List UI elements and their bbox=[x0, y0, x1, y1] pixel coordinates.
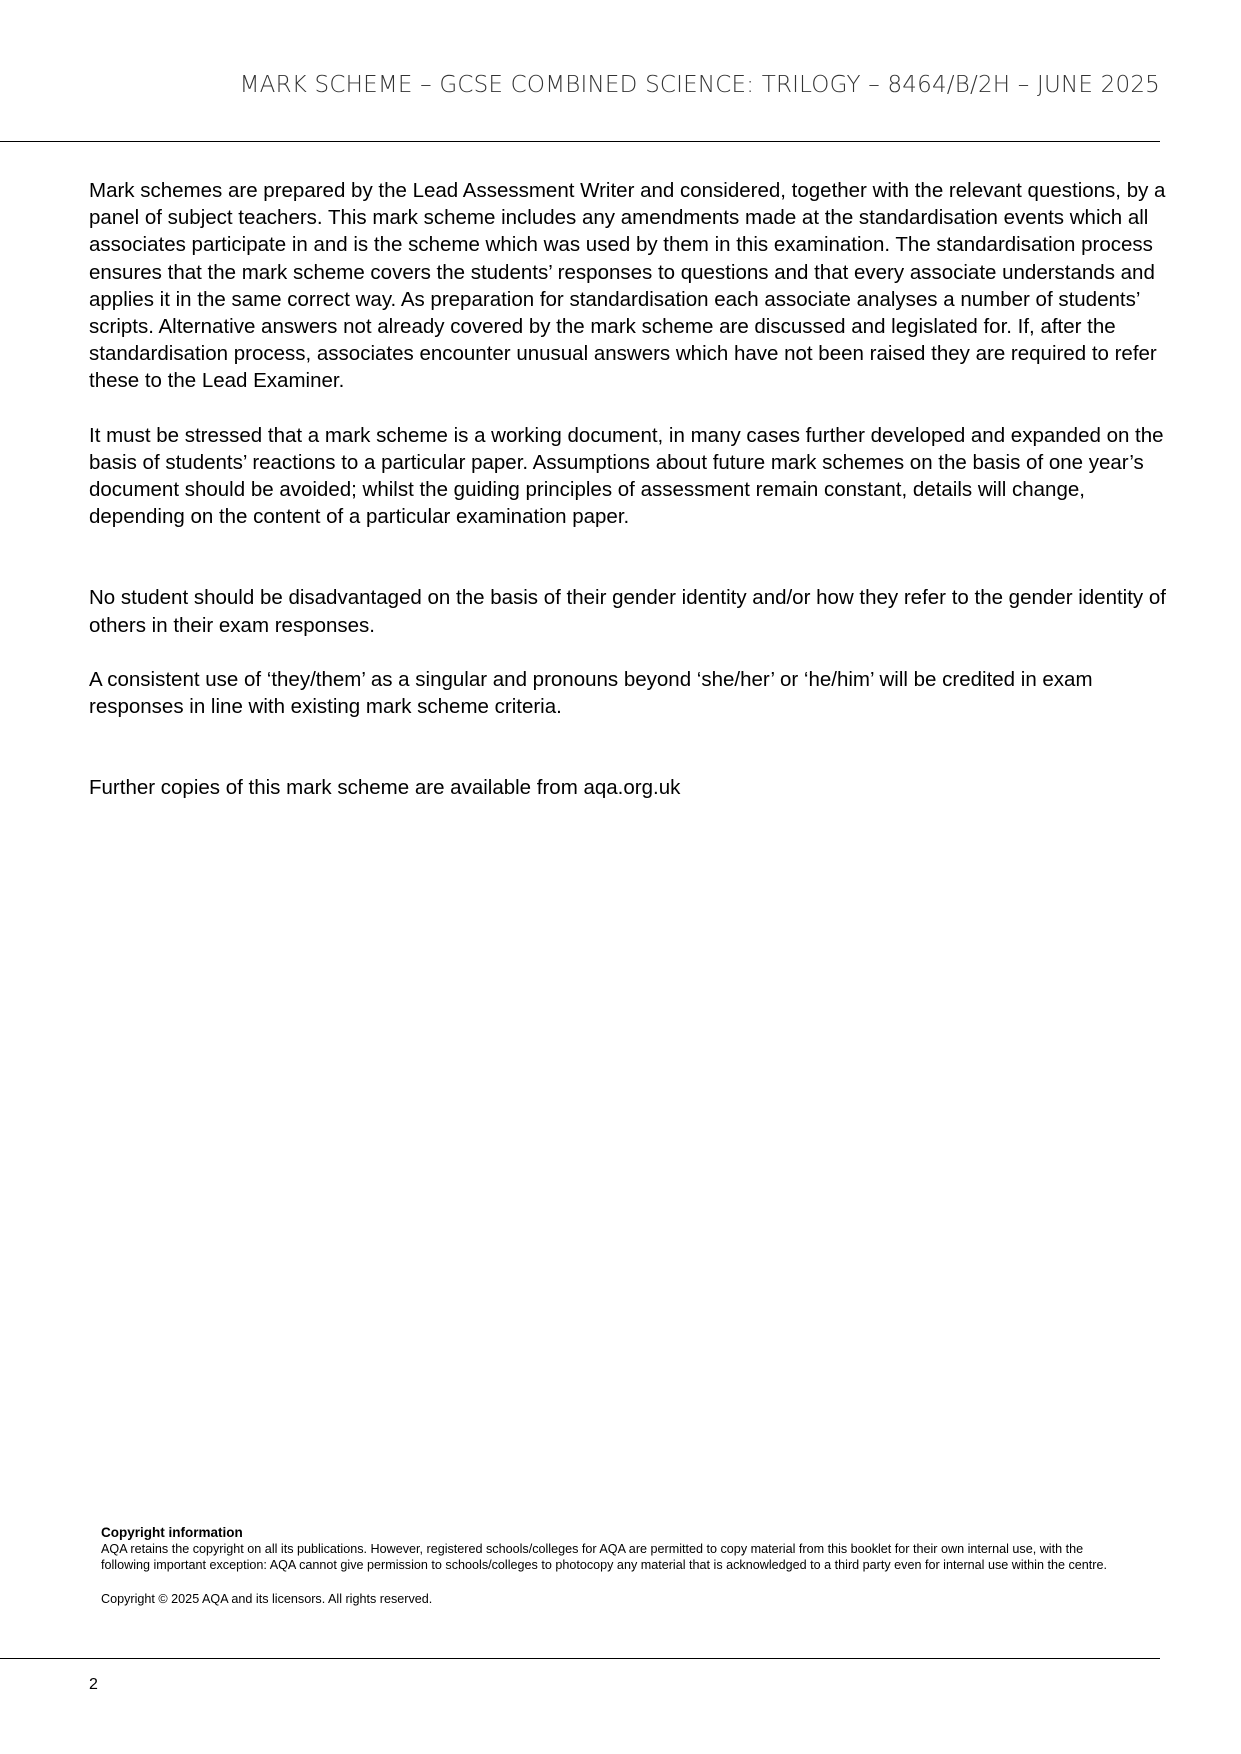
page-header bbox=[0, 0, 1241, 142]
paragraph-gender-identity: No student should be disadvantaged on the basis of their gender identity and/or how they refer to the gender identity of others in their exam responses. bbox=[89, 586, 1166, 637]
page-number: 2 bbox=[89, 1676, 98, 1693]
copyright-title: Copyright information bbox=[101, 1525, 243, 1540]
paragraph-further-copies: Further copies of this mark scheme are available from aqa.org.uk bbox=[89, 776, 681, 800]
header-title: MARK SCHEME – GCSE COMBINED SCIENCE: TRILOGY – 8464/B/2H – JUNE 2025 bbox=[239, 72, 1160, 98]
copyright-text: AQA retains the copyright on all its publications. However, registered schools/colleges for AQA are permitted to copy material from this booklet for their own internal use, with the following important exception: AQA cannot give permission to schools/colleges to photocopy any material that is acknowledged to a third party even for internal use within the centre. bbox=[101, 1542, 1107, 1573]
copyright-section bbox=[101, 1525, 1131, 1607]
paragraph-working-document: It must be stressed that a mark scheme is a working document, in many cases further developed and expanded on the basis of students’ reactions to a particular paper. Assumptions about future mark schemes on the basis of one year’s document should be avoided; whilst the guiding principles of assessment remain constant, details will change, depending on the content of a particular examination paper. bbox=[89, 423, 1164, 529]
paragraph-pronouns: A consistent use of ‘they/them’ as a singular and pronouns beyond ‘she/her’ or ‘he/him’ will be credited in exam responses in line with existing mark scheme criteria. bbox=[89, 667, 1093, 719]
copyright-notice: Copyright © 2025 AQA and its licensors. All rights reserved. bbox=[101, 1591, 433, 1606]
footer-divider bbox=[0, 1658, 1160, 1659]
paragraph-mark-scheme-preparation: Mark schemes are prepared by the Lead Assessment Writer and considered, together with the relevant questions, by a panel of subject teachers. This mark scheme includes any amendments made at the standardisation events which all associates participate in and is the scheme which was used by them in this examination. The standardisation process ensures that the mark scheme covers the students’ responses to questions and that every associate understands and applies it in the same correct way. As preparation for standardisation each associate analyses a number of students’ scripts. Alternative answers not already covered by the mark scheme are discussed and legislated for. If, after the standardisation process, associates encounter unusual answers which have not been raised they are required to refer these to the Lead Examiner. bbox=[89, 179, 1166, 393]
header-divider bbox=[0, 141, 1160, 142]
main-content bbox=[89, 177, 1169, 801]
